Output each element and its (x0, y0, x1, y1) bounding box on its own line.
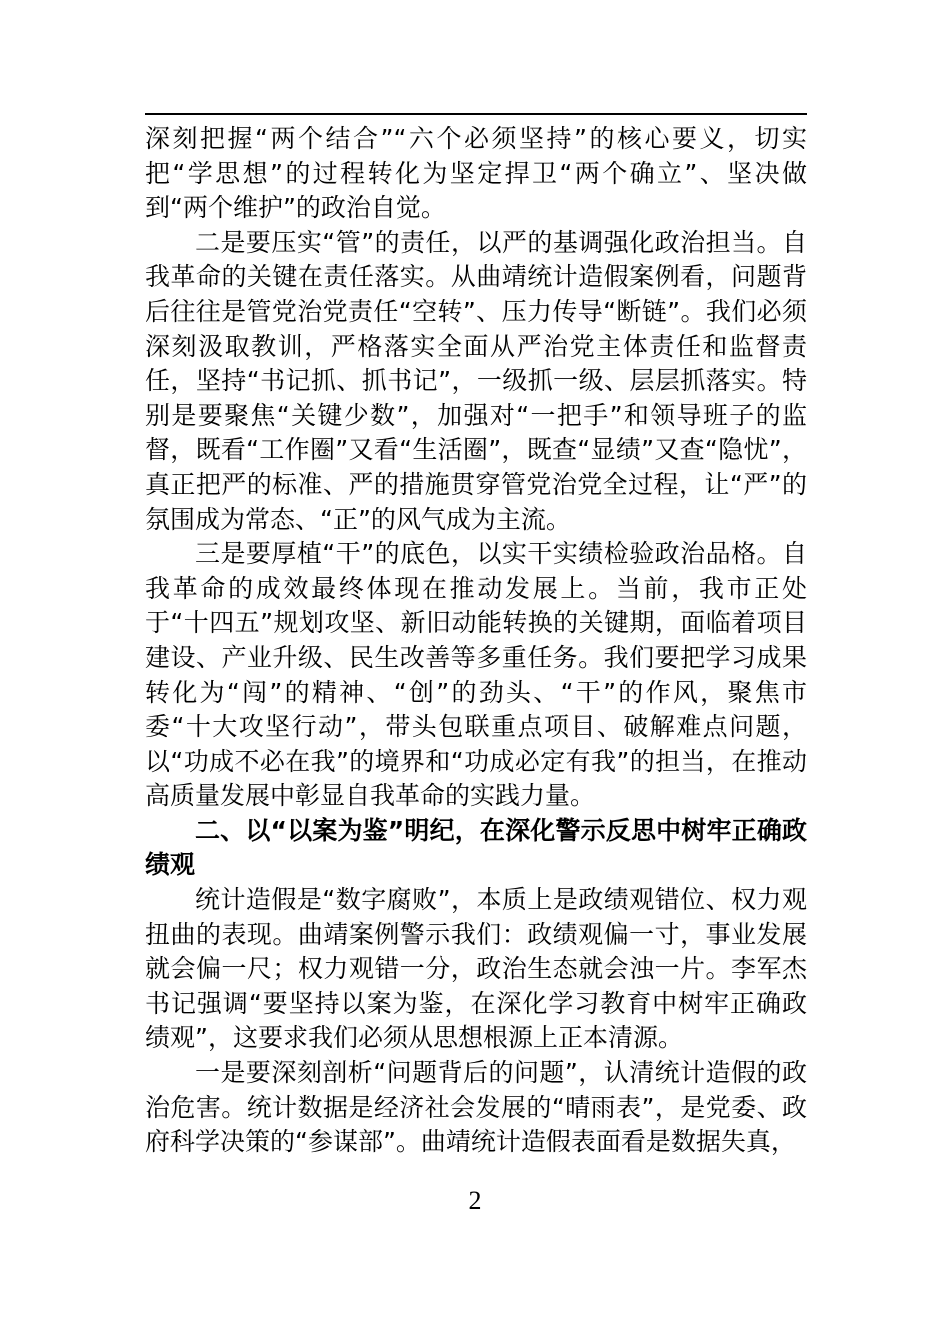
paragraph-4: 统计造假是“数字腐败”，本质上是政绩观错位、权力观扭曲的表现。曲靖案例警示我们：政绩观偏一寸，事业发展就会偏一尺；权力观错一分，政治生态就会浊一片。李军杰书记强调“要坚持以案为鉴，在深化学习教育中树牢正确政绩观”，这要求我们必须从思想根源上正本清源。 (145, 885, 807, 1053)
paragraph-5: 一是要深刻剖析“问题背后的问题”，认清统计造假的政治危害。统计数据是经济社会发展的“晴雨表”，是党委、政府科学决策的“参谋部”。曲靖统计造假表面看是数据失真， (145, 1058, 807, 1157)
paragraph-3: 三是要厚植“干”的底色，以实干实绩检验政治品格。自我革命的成效最终体现在推动发展上。当前，我市正处于“十四五”规划攻坚、新旧动能转换的关键期，面临着项目建设、产业升级、民生改善等多重任务。我们要把学习成果转化为“闯”的精神、“创”的劲头、“干”的作风，聚焦市委“十大攻坚行动”，带头包联重点项目、破解难点问题，以“功成不必在我”的境界和“功成必定有我”的担当，在推动高质量发展中彰显自我革命的实践力量。 (145, 539, 807, 811)
section-heading: 二、以“以案为鉴”明纪，在深化警示反思中树牢正确政绩观 (145, 815, 807, 880)
header-rule (145, 113, 807, 115)
page-number: 2 (468, 1186, 482, 1215)
body-text (145, 122, 807, 1160)
paragraph-1: 深刻把握“两个结合”“六个必须坚持”的核心要义，切实把“学思想”的过程转化为坚定捍卫“两个确立”、坚决做到“两个维护”的政治自觉。 (145, 124, 807, 223)
paragraph-2: 二是要压实“管”的责任，以严的基调强化政治担当。自我革命的关键在责任落实。从曲靖统计造假案例看，问题背后往往是管党治党责任“空转”、压力传导“断链”。我们必须深刻汲取教训，严格落实全面从严治党主体责任和监督责任，坚持“书记抓、抓书记”，一级抓一级、层层抓落实。特别是要聚焦“关键少数”，加强对“一把手”和领导班子的监督，既看“工作圈”又看“生活圈”，既查“显绩”又查“隐忧”，真正把严的标准、严的措施贯穿管党治党全过程，让“严”的氛围成为常态、“正”的风气成为主流。 (145, 227, 807, 534)
